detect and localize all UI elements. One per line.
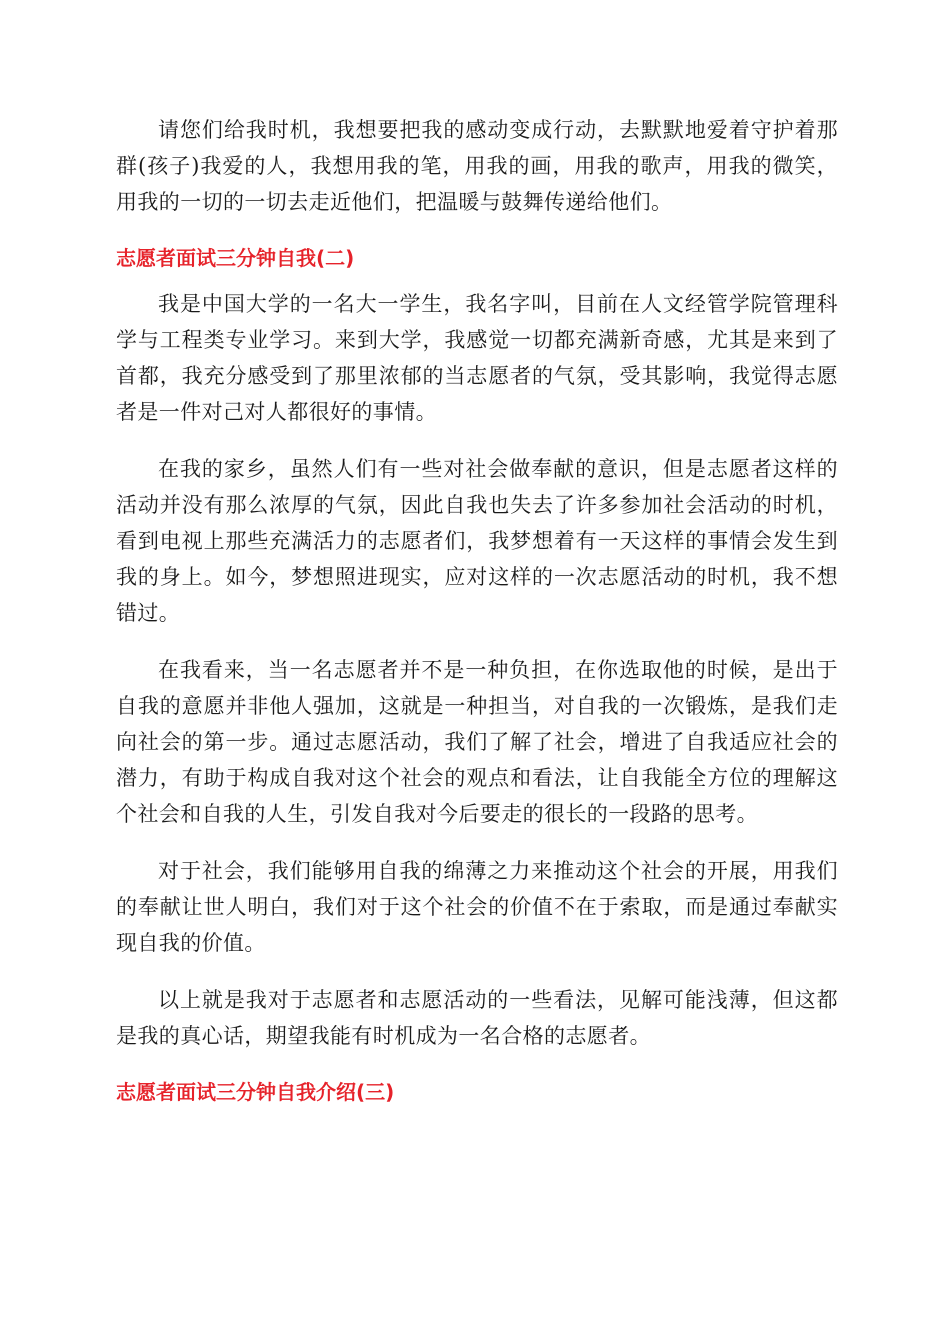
- paragraph-2: 在我的家乡，虽然人们有一些对社会做奉献的意识，但是志愿者这样的活动并没有那么浓厚的气氛，因此自我也失去了许多参加社会活动的时机，看到电视上那些充满活力的志愿者们，我梦想着有一天这样的事情会发生到我的身上。如今，梦想照进现实，应对这样的一次志愿活动的时机，我不想错过。: [116, 457, 838, 625]
- paragraph-1: 我是中国大学的一名大一学生，我名字叫，目前在人文经管学院管理科学与工程类专业学习。来到大学，我感觉一切都充满新奇感，尤其是来到了首都，我充分感受到了那里浓郁的当志愿者的气氛，受其影响，我觉得志愿者是一件对己对人都很好的事情。: [116, 292, 838, 424]
- paragraph-5: 以上就是我对于志愿者和志愿活动的一些看法，见解可能浅薄，但这都是我的真心话，期望我能有时机成为一名合格的志愿者。: [116, 988, 838, 1048]
- paragraph-3: 在我看来，当一名志愿者并不是一种负担，在你选取他的时候，是出于自我的意愿并非他人强加，这就是一种担当，对自我的一次锻炼，是我们走向社会的第一步。通过志愿活动，我们了解了社会，增进了自我适应社会的潜力，有助于构成自我对这个社会的观点和看法，让自我能全方位的理解这个社会和自我的人生，引发自我对今后要走的很长的一段路的思考。: [116, 658, 838, 826]
- section-heading-2: 志愿者面试三分钟自我(二): [116, 246, 355, 270]
- section-heading-3: 志愿者面试三分钟自我介绍(三): [116, 1080, 395, 1104]
- document-page: [116, 112, 838, 1120]
- paragraph-intro: 请您们给我时机，我想要把我的感动变成行动，去默默地爱着守护着那群(孩子)我爱的人，我想用我的笔，用我的画，用我的歌声，用我的微笑，用我的一切的一切去走近他们，把温暖与鼓舞传递给他们。: [116, 118, 838, 214]
- paragraph-4: 对于社会，我们能够用自我的绵薄之力来推动这个社会的开展，用我们的奉献让世人明白，我们对于这个社会的价值不在于索取，而是通过奉献实现自我的价值。: [116, 859, 838, 955]
